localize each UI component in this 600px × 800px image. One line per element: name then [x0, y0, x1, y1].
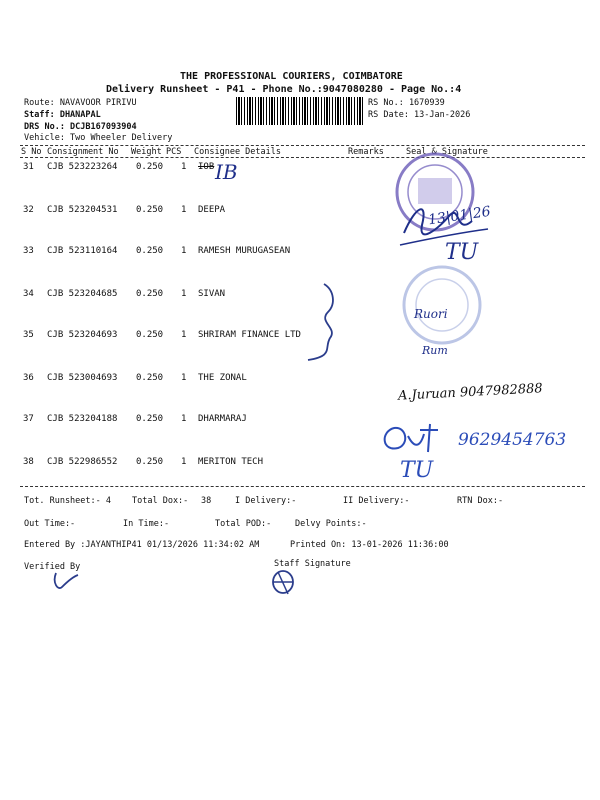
row-consignee: DEEPA — [198, 205, 226, 215]
row-sno: 37 — [23, 414, 34, 424]
row-consignment: CJB 523204685 — [47, 289, 118, 299]
handwriting-row38: TU — [400, 458, 434, 483]
row-pcs: 1 — [181, 246, 187, 256]
table-row — [0, 414, 600, 428]
row-consignment: CJB 522986552 — [47, 457, 118, 467]
vehicle-label: Vehicle: Two Wheeler Delivery — [24, 133, 173, 143]
rtn-dox: RTN Dox:- — [457, 496, 504, 506]
col-remarks: Remarks — [348, 147, 384, 157]
table-row — [0, 330, 600, 344]
table-row — [0, 246, 600, 260]
row-weight: 0.250 — [136, 330, 164, 340]
row-pcs: 1 — [181, 373, 187, 383]
row-pcs: 1 — [181, 330, 187, 340]
row-consignee: SIVAN — [198, 289, 226, 299]
row-consignee: DHARMARAJ — [198, 414, 247, 424]
col-seal: Seal & Signature — [406, 147, 488, 157]
header-rule-top — [20, 145, 585, 146]
handwriting-row33: TU — [445, 240, 479, 265]
entered-by: Entered By :JAYANTHIP41 01/13/2026 11:34:02 AM — [24, 540, 260, 550]
row-weight: 0.250 — [136, 289, 164, 299]
row-consignee: IOB — [198, 162, 215, 172]
row-consignee: MERITON TECH — [198, 457, 264, 467]
runsheet-subtitle: Delivery Runsheet - P41 - Phone No.:9047080280 - Page No.:4 — [106, 84, 462, 95]
in-time: In Time:- — [123, 519, 170, 529]
total-pod: Total POD:- — [215, 519, 272, 529]
handwriting-row32-date: 13|01|26 — [427, 203, 492, 229]
row-consignee: THE ZONAL — [198, 373, 247, 383]
row-weight: 0.250 — [136, 457, 164, 467]
route-label: Route: NAVAVOOR PIRIVU — [24, 98, 137, 108]
row-weight: 0.250 — [136, 205, 164, 215]
row-consignee: RAMESH MURUGASEAN — [198, 246, 291, 256]
table-row — [0, 205, 600, 219]
verified-by: Verified By — [24, 562, 81, 572]
ii-delivery: II Delivery:- — [343, 496, 410, 506]
company-title: THE PROFESSIONAL COURIERS, COIMBATORE — [180, 71, 403, 82]
col-weight: Weight — [131, 147, 162, 157]
rs-date: RS Date: 13-Jan-2026 — [368, 110, 471, 120]
handwriting-row36: A.Juruan 9047982888 — [397, 381, 543, 404]
staff-signature-label: Staff Signature — [274, 559, 351, 569]
row-pcs: 1 — [181, 457, 187, 467]
handwriting-row37: 9629454763 — [458, 430, 567, 450]
summary-rule — [20, 486, 585, 487]
i-delivery: I Delivery:- — [235, 496, 297, 506]
total-dox-value: 38 — [201, 496, 212, 506]
row-weight: 0.250 — [136, 162, 164, 172]
row-pcs: 1 — [181, 162, 187, 172]
row-pcs: 1 — [181, 289, 187, 299]
staff-signature-mark — [268, 568, 298, 596]
row-consignee: SHRIRAM FINANCE LTD — [198, 330, 301, 340]
row-pcs: 1 — [181, 205, 187, 215]
col-consignment: Consignment No — [47, 147, 119, 157]
header-rule-bottom — [20, 157, 585, 158]
table-row — [0, 289, 600, 303]
row-weight: 0.250 — [136, 373, 164, 383]
tot-runsheet: Tot. Runsheet:- 4 — [24, 496, 111, 506]
staff-label: Staff: DHANAPAL — [24, 110, 101, 120]
row-sno: 36 — [23, 373, 34, 383]
row-sno: 32 — [23, 205, 34, 215]
handwriting-row31: IB — [215, 160, 238, 184]
table-row — [0, 457, 600, 471]
row-sno: 33 — [23, 246, 34, 256]
row-weight: 0.250 — [136, 414, 164, 424]
row-consignment: CJB 523204188 — [47, 414, 118, 424]
total-dox-label: Total Dox:- — [132, 496, 189, 506]
handwriting-row35: Rum — [422, 344, 448, 357]
delvy-points: Delvy Points:- — [295, 519, 367, 529]
row-pcs: 1 — [181, 414, 187, 424]
barcode — [236, 97, 364, 125]
row-weight: 0.250 — [136, 246, 164, 256]
row-sno: 31 — [23, 162, 34, 172]
col-sno: S No — [21, 147, 42, 157]
row-consignment: CJB 523204531 — [47, 205, 118, 215]
drs-label: DRS No.: DCJB167093904 — [24, 122, 137, 132]
row-consignment: CJB 523204693 — [47, 330, 118, 340]
table-row — [0, 162, 600, 176]
col-consignee: Consignee Details — [194, 147, 281, 157]
row-consignment: CJB 523223264 — [47, 162, 118, 172]
row-sno: 38 — [23, 457, 34, 467]
row-consignment: CJB 523004693 — [47, 373, 118, 383]
row-sno: 34 — [23, 289, 34, 299]
row-sno: 35 — [23, 330, 34, 340]
printed-on: Printed On: 13-01-2026 11:36:00 — [290, 540, 449, 550]
out-time: Out Time:- — [24, 519, 76, 529]
row-consignment: CJB 523110164 — [47, 246, 118, 256]
col-pcs: PCS — [166, 147, 182, 157]
handwriting-row34: Ruori — [414, 307, 448, 321]
rs-no: RS No.: 1670939 — [368, 98, 445, 108]
